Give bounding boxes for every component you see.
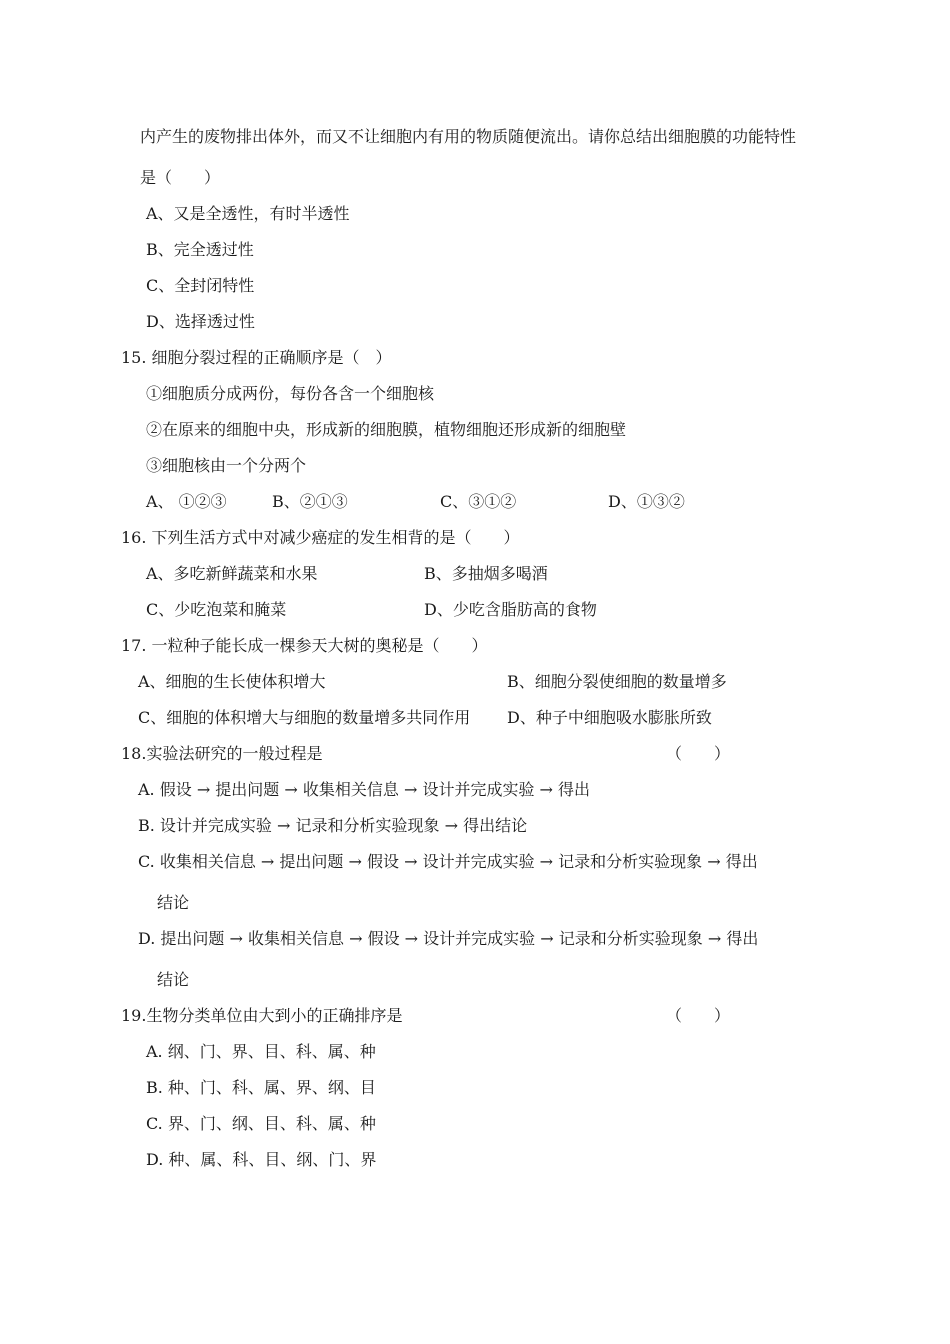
q18-option-d: D. 提出问题 → 收集相关信息 → 假设 → 设计并完成实验 → 记录和分析实验现象 → 得出 [138, 929, 759, 948]
q18-option-c-continued: 结论 [157, 893, 190, 912]
q16-option-d: D、少吃含脂肪高的食物 [424, 600, 597, 619]
q15-option-b: B、②①③ [272, 492, 348, 511]
q18-stem: 18.实验法研究的一般过程是 [121, 744, 323, 763]
q18-option-c: C. 收集相关信息 → 提出问题 → 假设 → 设计并完成实验 → 记录和分析实验现象 → 得出 [138, 852, 758, 871]
q15-option-a: A、 ①②③ [146, 492, 227, 511]
q19-option-d: D. 种、属、科、目、纲、门、界 [146, 1150, 377, 1169]
q15-option-c: C、③①② [440, 492, 517, 511]
q17-option-c: C、细胞的体积增大与细胞的数量增多共同作用 [138, 708, 471, 727]
q18-option-b: B. 设计并完成实验 → 记录和分析实验现象 → 得出结论 [138, 816, 528, 835]
q18-option-a: A. 假设 → 提出问题 → 收集相关信息 → 设计并完成实验 → 得出 [138, 780, 591, 799]
q15-step-3: ③细胞核由一个分两个 [146, 456, 307, 475]
q18-option-d-continued: 结论 [157, 970, 190, 989]
q15-option-d: D、①③② [608, 492, 685, 511]
q16-option-b: B、多抽烟多喝酒 [424, 564, 548, 583]
q14-option-a: A、又是全透性，有时半透性 [146, 204, 350, 223]
q16-option-a: A、多吃新鲜蔬菜和水果 [146, 564, 318, 583]
q19-option-b: B. 种、门、科、属、界、纲、目 [146, 1078, 376, 1097]
q17-option-a: A、细胞的生长使体积增大 [138, 672, 326, 691]
q15-stem: 15. 细胞分裂过程的正确顺序是（ ） [121, 348, 392, 367]
q18-answer-paren: （ ） [666, 744, 731, 763]
q19-stem: 19.生物分类单位由大到小的正确排序是 [121, 1006, 403, 1025]
q17-option-d: D、种子中细胞吸水膨胀所致 [507, 708, 712, 727]
q17-stem: 17. 一粒种子能长成一棵参天大树的奥秘是（ ） [121, 636, 488, 655]
q14-option-d: D、选择透过性 [146, 312, 255, 331]
q17-option-b: B、细胞分裂使细胞的数量增多 [507, 672, 727, 691]
q14-stem-line1: 内产生的废物排出体外，而又不让细胞内有用的物质随便流出。请你总结出细胞膜的功能特性 [140, 127, 797, 146]
q14-stem-line2: 是（ ） [140, 168, 221, 187]
q15-step-1: ①细胞质分成两份，每份各含一个细胞核 [146, 384, 435, 403]
q14-option-c: C、全封闭特性 [146, 276, 255, 295]
q19-answer-paren: （ ） [666, 1006, 731, 1025]
q14-option-b: B、完全透过性 [146, 240, 254, 259]
q15-step-2: ②在原来的细胞中央，形成新的细胞膜，植物细胞还形成新的细胞壁 [146, 420, 627, 439]
q16-stem: 16. 下列生活方式中对减少癌症的发生相背的是（ ） [121, 528, 520, 547]
q19-option-a: A. 纲、门、界、目、科、属、种 [146, 1042, 376, 1061]
q19-option-c: C. 界、门、纲、目、科、属、种 [146, 1114, 376, 1133]
q16-option-c: C、少吃泡菜和腌菜 [146, 600, 287, 619]
